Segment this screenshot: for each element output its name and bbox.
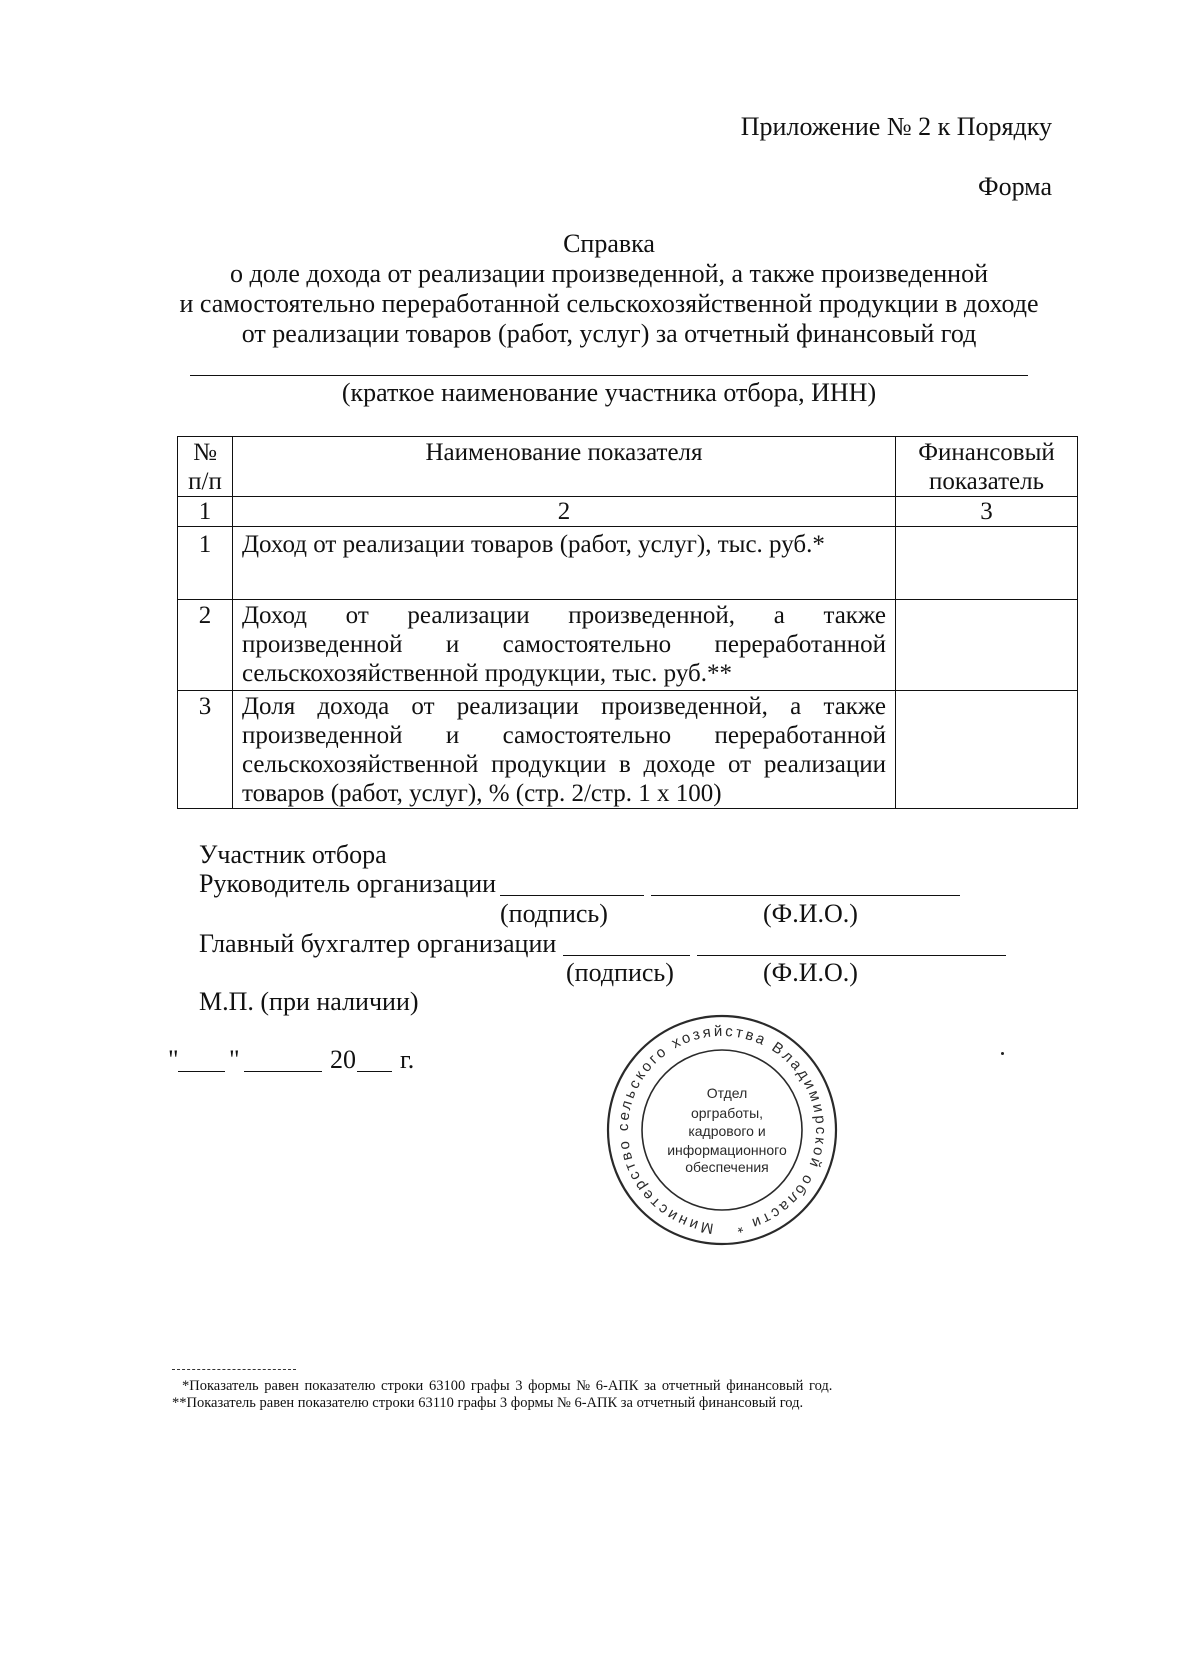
participant-name-line [190,375,1028,376]
title-line: и самостоятельно переработанной сельскохозяйственной продукции в доходе [179,289,1039,318]
seal-place-label: М.П. (при наличии) [199,987,419,1016]
footnote: *Показатель равен показателю строки 63100 графы 3 формы № 6-АПК за отчетный финансовый год. [182,1378,833,1394]
indicator-name-line: произведенной и самостоятельно переработанной [242,631,886,658]
indicator-name-cell [233,691,896,809]
title-block [109,229,1109,349]
director-signature-line [500,895,644,896]
column-number: 1 [178,497,233,527]
indicator-name-line: произведенной и самостоятельно переработанной [242,722,886,749]
date-day-line [178,1071,225,1072]
director-signature-caption: (подпись) [500,899,608,928]
stamp-ring-label: Министерство сельского хозяйства Владимирской области * [614,1022,830,1237]
financial-value-cell [896,527,1078,600]
header-number-line: п/п [188,468,222,495]
director-name-caption: (Ф.И.О.) [763,899,858,928]
accountant-signature-caption: (подпись) [566,958,674,987]
row-number: 1 [178,527,233,600]
date-open-quote: " [168,1045,179,1074]
date-close-quote: " [229,1045,240,1074]
footnote: **Показатель равен показателю строки 63110 графы 3 формы № 6-АПК за отчетный финансовый год. [172,1395,804,1411]
header-value-line: Финансовый [918,439,1055,466]
table-row [178,527,1078,600]
date-year-prefix: 20 [330,1045,356,1074]
accountant-label: Главный бухгалтер организации [199,929,557,958]
indicator-name-cell [233,600,896,691]
table-row [178,691,1078,809]
header-value-line: показатель [929,468,1044,495]
header-number-cell [178,437,233,497]
column-number: 3 [896,497,1078,527]
form-label: Форма [978,172,1052,201]
document-title: Справка [563,229,655,258]
indicators-table [177,436,1078,809]
accountant-name-line [697,955,1006,956]
stamp-center-line: обеспечения [685,1159,769,1175]
director-label: Руководитель организации [199,869,497,898]
director-name-line [651,895,960,896]
participant-label: Участник отбора [199,840,387,869]
indicator-name-line: сельскохозяйственной продукции в доходе от реализации [242,751,886,778]
column-number: 2 [233,497,896,527]
footnote-separator [172,1369,296,1370]
accountant-name-caption: (Ф.И.О.) [763,958,858,987]
financial-value-cell [896,691,1078,809]
row-number: 3 [178,691,233,809]
header-name-cell [233,437,896,497]
indicator-name-line: товаров (работ, услуг), % (стр. 2/стр. 1 х 100) [242,780,722,807]
stamp-center-line: Отдел [706,1085,748,1101]
appendix-label: Приложение № 2 к Порядку [740,112,1052,141]
column-number-row [178,497,1078,527]
indicator-name-line: Доля дохода от реализации произведенной, а также [242,693,886,720]
indicator-name-cell [233,527,896,600]
date-year-suffix: г. [400,1045,415,1074]
scan-speck [1001,1052,1004,1055]
table-row [178,600,1078,691]
indicator-name-line: Доход от реализации произведенной, а также [242,602,886,629]
stamp-center-line: кадрового и [688,1123,766,1139]
official-stamp [602,1010,842,1250]
header-value-cell [896,437,1078,497]
indicator-name-line: сельскохозяйственной продукции, тыс. руб.** [242,660,732,687]
row-number: 2 [178,600,233,691]
header-name-label: Наименование показателя [425,439,703,466]
title-line: о доле дохода от реализации произведенной, а также произведенной [229,259,988,288]
title-line: от реализации товаров (работ, услуг) за отчетный финансовый год [241,319,977,348]
stamp-center-line: информационного [667,1142,787,1158]
header-number-line: № [193,439,217,466]
participant-caption: (краткое наименование участника отбора, ИНН) [341,378,877,407]
financial-value-cell [896,600,1078,691]
table-header-row [178,437,1078,497]
accountant-signature-line [563,955,690,956]
date-year-line [357,1071,392,1072]
date-month-line [244,1071,322,1072]
indicator-name-line: Доход от реализации товаров (работ, услуг), тыс. руб.* [242,531,825,558]
stamp-center-line: оргработы, [690,1105,764,1121]
